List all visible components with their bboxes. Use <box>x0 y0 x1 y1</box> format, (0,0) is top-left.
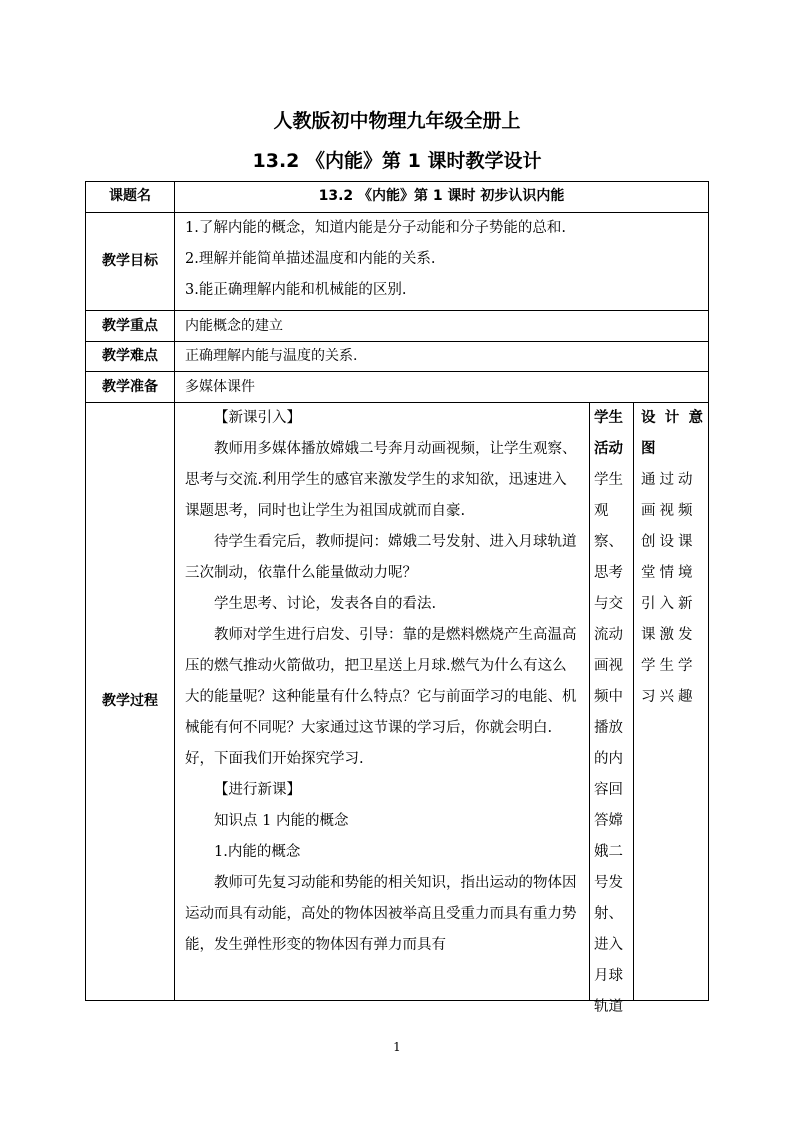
preparation-label: 教学准备 <box>102 379 158 395</box>
student-activity-text: 学生观察、思考与交流动画视频中播放的内容回答嫦娥二号发射、进入月球轨道 <box>594 472 623 1015</box>
difficulty-value: 正确理解内能与温度的关系. <box>185 348 358 364</box>
design-intent-text: 通过动画视频创设课堂情境引入新课激发学生学习兴趣 <box>641 472 697 705</box>
student-activity-column <box>594 403 630 1015</box>
section-heading: 【新课引入】 <box>214 410 301 426</box>
process-label: 教学过程 <box>102 693 158 709</box>
column-divider <box>174 181 175 1001</box>
document-subtitle: 13.2 《内能》第 1 课时教学设计 <box>252 150 542 172</box>
goals-list <box>185 213 705 310</box>
process-content <box>185 403 581 1000</box>
student-activity-header: 学生活动 <box>594 410 623 457</box>
sub-heading: 1.内能的概念 <box>214 844 301 860</box>
process-paragraph: 教师对学生进行启发、引导：靠的是燃料燃烧产生高温高压的燃气推动火箭做功，把卫星送上月球.燃气为什么有这么大的能量呢？这种能量有什么特点？它与前面学习的电能、机械能有何不同呢？大家通过这节课的学习后，你就会明白.好，下面我们开始探究学习. <box>185 627 577 767</box>
design-intent-header: 设 计 意 图 <box>641 410 703 457</box>
preparation-value: 多媒体课件 <box>185 379 255 395</box>
goal-item: 1.了解内能的概念，知道内能是分子动能和分子势能的总和. <box>185 220 566 236</box>
goal-item: 2.理解并能简单描述温度和内能的关系. <box>185 251 436 267</box>
knowledge-point-heading: 知识点 1 内能的概念 <box>214 813 349 829</box>
process-paragraph: 学生思考、讨论，发表各自的看法. <box>214 596 437 612</box>
difficulty-label: 教学难点 <box>102 348 158 364</box>
column-divider <box>589 402 590 1001</box>
section-heading: 【进行新课】 <box>214 782 301 798</box>
key-point-label: 教学重点 <box>102 318 158 334</box>
process-paragraph: 教师可先复习动能和势能的相关知识，指出运动的物体因运动而具有动能，高处的物体因被举高且受重力而具有重力势能，发生弹性形变的物体因有弹力而具有 <box>185 875 577 953</box>
process-paragraph: 待学生看完后，教师提问：嫦娥二号发射、进入月球轨道三次制动，依靠什么能量做动力呢？ <box>185 534 577 581</box>
topic-value: 13.2 《内能》第 1 课时 初步认识内能 <box>318 188 565 204</box>
column-divider <box>633 402 634 1001</box>
process-paragraph: 教师用多媒体播放嫦娥二号奔月动画视频，让学生观察、思考与交流.利用学生的感官来激发学生的求知欲，迅速进入课题思考，同时也让学生为祖国成就而自豪. <box>185 441 577 519</box>
page-number: 1 <box>393 1040 401 1054</box>
table-border-right <box>708 181 709 1001</box>
document-title: 人教版初中物理九年级全册上 <box>273 110 521 132</box>
topic-label: 课题名 <box>109 188 151 204</box>
design-intent-column <box>641 403 703 1000</box>
goals-label: 教学目标 <box>102 253 158 269</box>
lesson-plan-table <box>85 181 709 1015</box>
key-point-value: 内能概念的建立 <box>185 318 283 334</box>
goal-item: 3.能正确理解内能和机械能的区别. <box>185 282 407 298</box>
